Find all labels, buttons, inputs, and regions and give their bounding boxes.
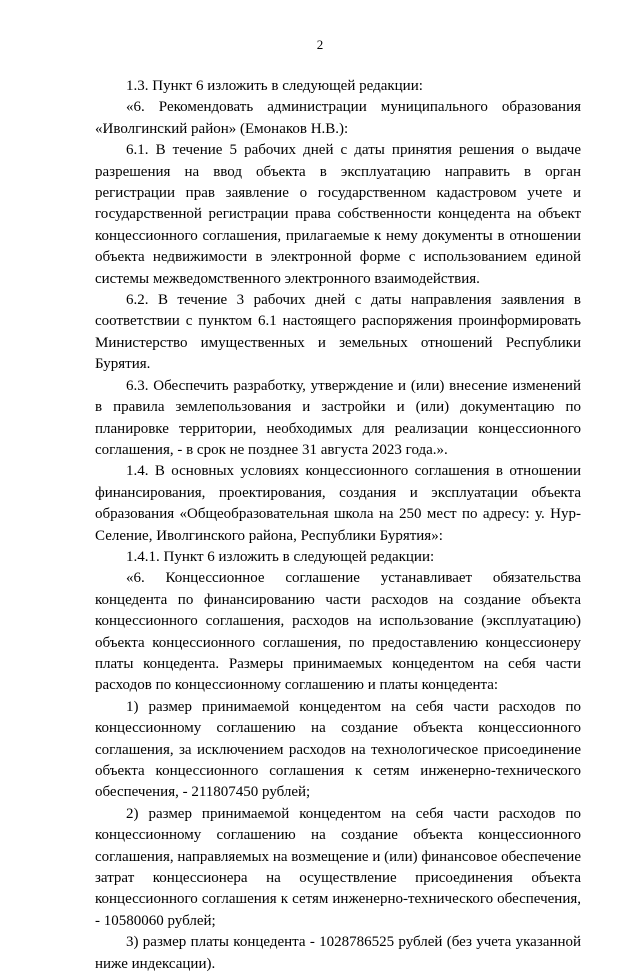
paragraph-item-2: 2) размер принимаемой концедентом на себя части расходов по концессионному соглашению на создание объекта концессионного соглашения, направляемых на возмещение и (или) финансовое обеспечение затрат концессионера на осуществление присоединения объекта концессионного соглашения к сетям инженерно-технического обеспечения, - 10580060 рублей; — [95, 805, 581, 929]
paragraph-1-4: 1.4. В основных условиях концессионного соглашения в отношении финансирования, проектирования, создания и эксплуатации объекта образования «Общеобразовательная школа на 250 мест по адресу: у. Нур-Селение, Иволгинского района, Республики Бурятия»: — [95, 463, 581, 544]
paragraph-item-3: 3) размер платы концедента - 1028786525 рублей (без учета указанной ниже индексации). — [95, 934, 581, 972]
paragraph-6-3: 6.3. Обеспечить разработку, утверждение и (или) внесение изменений в правила землепользования и застройки и (или) документацию по планировке территории, необходимых для реализации концессионного соглашения, - в срок не позднее 31 августа 2023 года.». — [95, 377, 581, 458]
paragraph-6-recommend: «6. Рекомендовать администрации муниципального образования «Иволгинский район» (Емонаков Н.В.): — [95, 99, 581, 137]
paragraph-1-4-1: 1.4.1. Пункт 6 изложить в следующей редакции: — [126, 548, 435, 565]
page-number: 2 — [316, 37, 324, 52]
document-body — [95, 76, 581, 975]
paragraph-6-1: 6.1. В течение 5 рабочих дней с даты принятия решения о выдаче разрешения на ввод объекта в эксплуатацию направить в орган регистрации прав заявление о государственном кадастровом учете и государственной регистрации права собственности концедента на объект концессионного соглашения, прилагаемые к нему документы в отношении объекта недвижимости в электронной форме с использованием единой системы межведомственного электронного взаимодействия. — [95, 142, 581, 287]
paragraph-item-1: 1) размер принимаемой концедентом на себя части расходов по концессионному соглашению на создание объекта концессионного соглашения, за исключением расходов на технологическое присоединение объекта концессионного соглашения к сетям инженерно-технического обеспечения, - 211807450 рублей; — [95, 698, 581, 801]
paragraph-6-obligations: «6. Концессионное соглашение устанавливает обязательства концедента по финансированию части расходов на создание объекта концессионного соглашения, расходов на использование (эксплуатацию) объекта концессионного соглашения, по предоставлению концессионеру платы концедента. Размеры принимаемых концедентом на себя части расходов по концессионному соглашению и платы концедента: — [95, 570, 581, 694]
paragraph-6-2: 6.2. В течение 3 рабочих дней с даты направления заявления в соответствии с пунктом 6.1 настоящего распоряжения проинформировать Министерство имущественных и земельных отношений Республики Бурятия. — [95, 292, 581, 373]
paragraph-1-3: 1.3. Пункт 6 изложить в следующей редакции: — [126, 78, 423, 94]
